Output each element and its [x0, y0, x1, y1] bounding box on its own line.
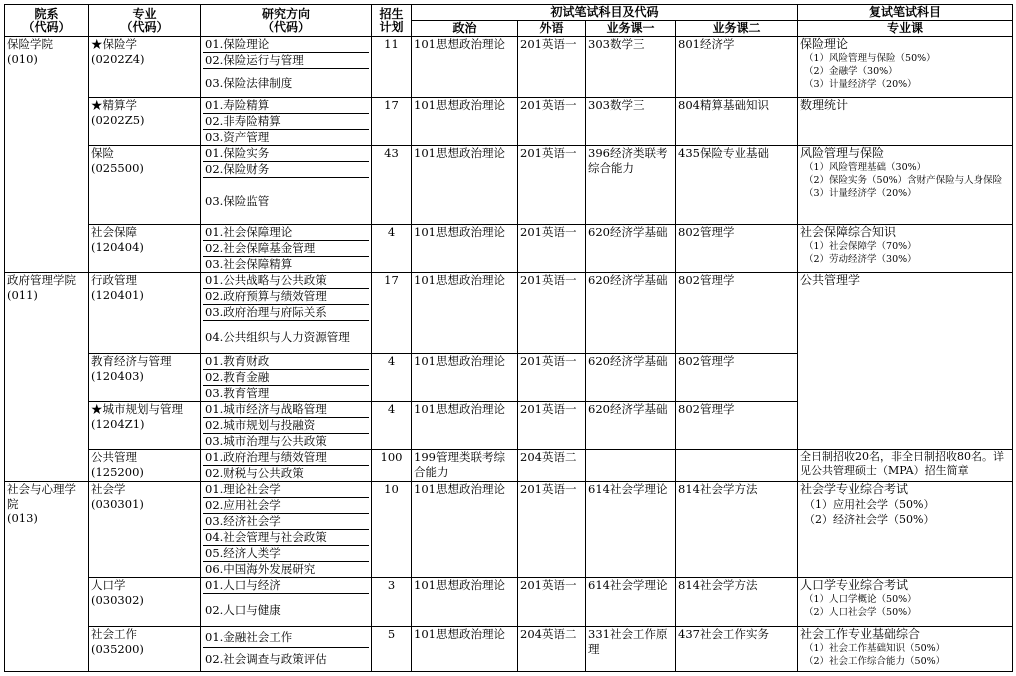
direction-item: 01.社会保障理论 [203, 225, 369, 241]
quota-cell: 3 [372, 578, 412, 627]
table-row [5, 37, 1013, 98]
quota-cell: 10 [372, 482, 412, 578]
course2-cell: 802管理学 [676, 354, 798, 402]
direction-item: 06.中国海外发展研究 [205, 562, 316, 576]
retest-cell: 社会工作专业基础综合 （1）社会工作基础知识（50%） （2）社会工作综合能力（50%） [798, 627, 1013, 672]
politics-cell: 101思想政治理论 [412, 273, 518, 354]
major-cell: 公共管理 (125200) [89, 450, 201, 482]
course2-cell: 814社会学方法 [676, 482, 798, 578]
directions-cell [201, 482, 372, 578]
header-dept: 院系 （代码） [5, 5, 89, 37]
politics-cell: 101思想政治理论 [412, 37, 518, 98]
directions-cell [201, 627, 372, 672]
direction-item: 03.教育管理 [205, 386, 270, 400]
major-cell: 行政管理 (120401) [89, 273, 201, 354]
course2-cell: 801经济学 [676, 37, 798, 98]
direction-item: 03.经济社会学 [203, 514, 369, 530]
major-cell: ★精算学 (0202Z5) [89, 98, 201, 146]
direction-item: 01.保险理论 [203, 37, 369, 53]
foreign-cell: 201英语一 [518, 482, 586, 578]
course1-cell: 620经济学基础 [586, 354, 676, 402]
direction-item: 03.保险监管 [205, 194, 270, 208]
table-row [5, 627, 1013, 672]
course1-cell: 331社会工作原理 [586, 627, 676, 672]
major-cell: 保险 (025500) [89, 146, 201, 225]
foreign-cell: 201英语一 [518, 98, 586, 146]
retest-cell: 风险管理与保险 （1）风险管理基础（30%） （2）保险实务（50%）含财产保险与人身保险 （3）计量经济学（20%） [798, 146, 1013, 225]
major-cell: 人口学 (030302) [89, 578, 201, 627]
table-row [5, 273, 1013, 354]
direction-item: 01.金融社会工作 [203, 627, 369, 648]
directions-cell [201, 450, 372, 482]
direction-item: 03.资产管理 [205, 130, 270, 144]
table-row [5, 146, 1013, 225]
direction-item: 01.寿险精算 [203, 98, 369, 114]
foreign-cell: 201英语一 [518, 402, 586, 450]
retest-cell: 人口学专业综合考试 （1）人口学概论（50%） （2）人口社会学（50%） [798, 578, 1013, 627]
direction-item: 03.社会保障精算 [205, 257, 293, 271]
foreign-cell: 201英语一 [518, 225, 586, 273]
retest-cell: 社会保障综合知识 （1）社会保障学（70%） （2）劳动经济学（30%） [798, 225, 1013, 273]
politics-cell: 101思想政治理论 [412, 354, 518, 402]
directions-cell [201, 37, 372, 98]
retest-cell: 社会学专业综合考试 （1）应用社会学（50%） （2）经济社会学（50%） [798, 482, 1013, 578]
course2-cell: 804精算基础知识 [676, 98, 798, 146]
directions-cell [201, 273, 372, 354]
major-cell: 社会学 (030301) [89, 482, 201, 578]
directions-cell [201, 354, 372, 402]
course1-cell: 614社会学理论 [586, 578, 676, 627]
admission-table [4, 4, 1013, 672]
quota-cell: 100 [372, 450, 412, 482]
major-cell: 教育经济与管理 (120403) [89, 354, 201, 402]
header-retest: 复试笔试科目 [798, 5, 1013, 21]
direction-item: 05.经济人类学 [203, 546, 369, 562]
direction-item: 02.保险运行与管理 [203, 53, 369, 69]
direction-item: 02.非寿险精算 [203, 114, 369, 130]
course1-cell: 620经济学基础 [586, 225, 676, 273]
foreign-cell: 204英语二 [518, 627, 586, 672]
direction-item: 01.理论社会学 [203, 482, 369, 498]
foreign-cell: 201英语一 [518, 273, 586, 354]
quota-cell: 4 [372, 402, 412, 450]
major-cell: ★城市规划与管理 (1204Z1) [89, 402, 201, 450]
course1-cell: 620经济学基础 [586, 402, 676, 450]
header-major: 专业 （代码） [89, 5, 201, 37]
dept-cell: 政府管理学院 (011) [5, 273, 89, 482]
direction-item: 01.政府治理与绩效管理 [203, 450, 369, 466]
direction-item: 02.社会保障基金管理 [203, 241, 369, 257]
header-course1: 业务课一 [586, 21, 676, 37]
foreign-cell: 201英语一 [518, 578, 586, 627]
major-cell: 社会保障 (120404) [89, 225, 201, 273]
header-quota: 招生 计划 [372, 5, 412, 37]
direction-item: 02.教育金融 [203, 370, 369, 386]
politics-cell: 101思想政治理论 [412, 627, 518, 672]
direction-item: 04.社会管理与社会政策 [203, 530, 369, 546]
direction-item: 02.社会调查与政策评估 [205, 652, 327, 666]
politics-cell: 199管理类联考综合能力 [412, 450, 518, 482]
header-course2: 业务课二 [676, 21, 798, 37]
foreign-cell: 204英语二 [518, 450, 586, 482]
directions-cell [201, 146, 372, 225]
dept-cell: 社会与心理学院 (013) [5, 482, 89, 672]
directions-cell [201, 98, 372, 146]
course2-cell: 814社会学方法 [676, 578, 798, 627]
direction-item: 01.人口与经济 [203, 578, 369, 594]
table-row [5, 225, 1013, 273]
retest-cell: 公共管理学 [798, 273, 1013, 450]
course2-cell: 437社会工作实务 [676, 627, 798, 672]
direction-item: 01.教育财政 [203, 354, 369, 370]
course1-cell: 614社会学理论 [586, 482, 676, 578]
quota-cell: 17 [372, 98, 412, 146]
header-foreign: 外语 [518, 21, 586, 37]
quota-cell: 4 [372, 225, 412, 273]
course1-cell: 303数学三 [586, 37, 676, 98]
directions-cell [201, 402, 372, 450]
table-row [5, 450, 1013, 482]
politics-cell: 101思想政治理论 [412, 146, 518, 225]
direction-item: 02.人口与健康 [205, 603, 281, 617]
course1-cell [586, 450, 676, 482]
politics-cell: 101思想政治理论 [412, 98, 518, 146]
politics-cell: 101思想政治理论 [412, 482, 518, 578]
direction-item: 01.公共战略与公共政策 [203, 273, 369, 289]
direction-item: 02.城市规划与投融资 [203, 418, 369, 434]
quota-cell: 17 [372, 273, 412, 354]
retest-cell: 保险理论 （1）风险管理与保险（50%） （2）金融学（30%） （3）计量经济学（20%） [798, 37, 1013, 98]
direction-item: 01.保险实务 [203, 146, 369, 162]
major-cell: ★保险学 (0202Z4) [89, 37, 201, 98]
course2-cell: 802管理学 [676, 225, 798, 273]
table-row [5, 482, 1013, 578]
course1-cell: 620经济学基础 [586, 273, 676, 354]
quota-cell: 4 [372, 354, 412, 402]
table-row [5, 578, 1013, 627]
politics-cell: 101思想政治理论 [412, 402, 518, 450]
quota-cell: 5 [372, 627, 412, 672]
foreign-cell: 201英语一 [518, 354, 586, 402]
direction-item: 02.应用社会学 [203, 498, 369, 514]
directions-cell [201, 225, 372, 273]
foreign-cell: 201英语一 [518, 37, 586, 98]
foreign-cell: 201英语一 [518, 146, 586, 225]
header-direction: 研究方向 （代码） [201, 5, 372, 37]
politics-cell: 101思想政治理论 [412, 578, 518, 627]
direction-item: 04.公共组织与人力资源管理 [205, 330, 350, 344]
course1-cell: 303数学三 [586, 98, 676, 146]
course2-cell: 435保险专业基础 [676, 146, 798, 225]
quota-cell: 11 [372, 37, 412, 98]
retest-note: 全日制招收20名，非全日制招收80名。详见公共管理硕士（MPA）招生简章 [798, 450, 1013, 482]
course2-cell: 802管理学 [676, 273, 798, 354]
header-retest-sub: 专业课 [798, 21, 1013, 37]
direction-item: 03.城市治理与公共政策 [205, 434, 327, 448]
direction-item: 02.政府预算与绩效管理 [203, 289, 369, 305]
direction-item: 02.财税与公共政策 [205, 466, 304, 480]
course1-cell: 396经济类联考综合能力 [586, 146, 676, 225]
direction-item: 03.政府治理与府际关系 [203, 305, 369, 321]
header-politics: 政治 [412, 21, 518, 37]
directions-cell [201, 578, 372, 627]
direction-item: 03.保险法律制度 [205, 76, 293, 90]
course2-cell: 802管理学 [676, 402, 798, 450]
retest-cell: 数理统计 [798, 98, 1013, 146]
header-initial-exam: 初试笔试科目及代码 [412, 5, 798, 21]
quota-cell: 43 [372, 146, 412, 225]
major-cell: 社会工作 (035200) [89, 627, 201, 672]
direction-item: 01.城市经济与战略管理 [203, 402, 369, 418]
course2-cell [676, 450, 798, 482]
direction-item: 02.保险财务 [203, 162, 369, 178]
politics-cell: 101思想政治理论 [412, 225, 518, 273]
table-row [5, 98, 1013, 146]
dept-cell: 保险学院 (010) [5, 37, 89, 273]
